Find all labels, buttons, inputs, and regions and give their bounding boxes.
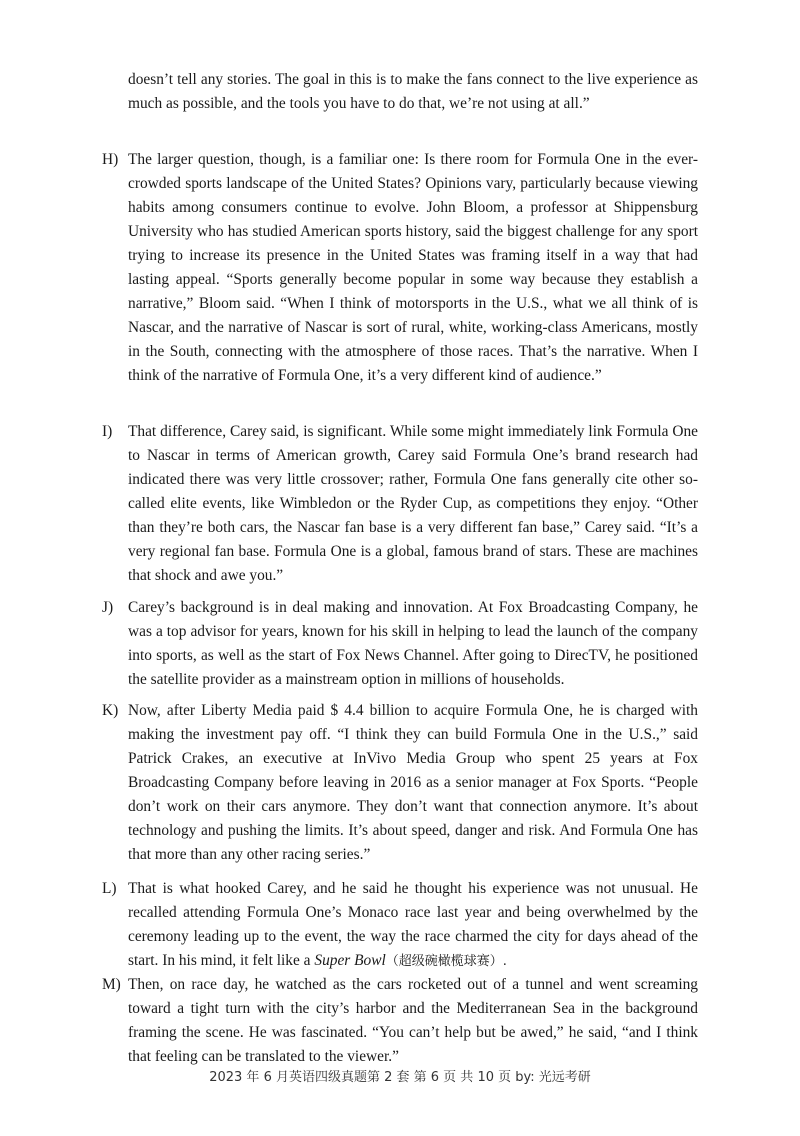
paragraph-letter: H) bbox=[102, 151, 119, 168]
paragraph-letter: K) bbox=[102, 702, 119, 719]
paragraph-text: Carey’s background is in deal making and innovation. At Fox Broadcasting Company, he was a top advisor for years, known for his skill in helping to lead the launch of the company into sports, as well as the start of Fox News Channel. After going to DirecTV, he positioned the satellite provider as a mainstream option in millions of households. bbox=[128, 599, 698, 688]
paragraph-i bbox=[102, 420, 698, 588]
paragraph-text: The larger question, though, is a familiar one: Is there room for Formula One in the ever-crowded sports landscape of the United States? Opinions vary, particularly because viewing habits among consumers continue to evolve. John Bloom, a professor at Shippensburg University who has studied American sports history, said the biggest challenge for any sport trying to increase its presence in the United States was framing itself in a way that had lasting appeal. “Sports generally become popular in some way because they establish a narrative,” Bloom said. “When I think of motorsports in the U.S., what we all think of is Nascar, and the narrative of Nascar is sort of rural, white, working-class Americans, mostly in the South, connecting with the atmosphere of those races. That’s the narrative. When I think of the narrative of Formula One, it’s a very different kind of audience.” bbox=[128, 151, 698, 384]
page-footer: 2023 年 6 月英语四级真题第 2 套 第 6 页 共 10 页 by: 光远考研 bbox=[209, 1070, 591, 1085]
paragraph-h bbox=[102, 148, 698, 388]
paragraph-j bbox=[102, 596, 698, 692]
paragraph-text-main: That is what hooked Carey, and he said he thought his experience was not unusual. He recalled attending Formula One’s Monaco race last year and being overwhelmed by the ceremony leading up to the event, the way the race charmed the city for days ahead of the start. In his mind, it felt like a bbox=[128, 880, 698, 969]
paragraph-text: Then, on race day, he watched as the cars rocketed out of a tunnel and went screaming toward a tight turn with the city’s harbor and the Mediterranean Sea in the background framing the scene. He was fascinated. “You can’t help but be awed,” he said, “and I think that feeling can be translated to the viewer.” bbox=[128, 976, 698, 1065]
paragraph-text bbox=[128, 877, 698, 974]
chinese-annotation: （超级碗橄榄球赛）. bbox=[385, 954, 507, 969]
italic-term: Super Bowl bbox=[314, 952, 386, 969]
paragraph-k bbox=[102, 699, 698, 867]
paragraph-letter: M) bbox=[102, 976, 121, 993]
paragraph-l bbox=[102, 877, 698, 974]
paragraph-m bbox=[102, 973, 698, 1069]
paragraph-letter: L) bbox=[102, 880, 117, 897]
paragraph-letter: I) bbox=[102, 423, 113, 440]
intro-paragraph: doesn’t tell any stories. The goal in this is to make the fans connect to the live experience as much as possible, and the tools you have to do that, we’re not using at all.” bbox=[128, 71, 698, 112]
paragraph-text: Now, after Liberty Media paid $ 4.4 billion to acquire Formula One, he is charged with making the investment pay off. “I think they can build Formula One in the U.S.,” said Patrick Crakes, an executive at InVivo Media Group who spent 25 years at Fox Broadcasting Company before leaving in 2016 as a senior manager at Fox Sports. “People don’t work on their cars anymore. They don’t want that connection anymore. It’s about technology and pushing the limits. It’s about speed, danger and risk. And Formula One has that more than any other racing series.” bbox=[128, 702, 698, 863]
paragraph-letter: J) bbox=[102, 599, 114, 616]
paragraph-text: That difference, Carey said, is significant. While some might immediately link Formula One to Nascar in terms of American growth, Carey said Formula One’s brand research had indicated there was very little crossover; rather, Formula One fans generally cite other so-called elite events, like Wimbledon or the Ryder Cup, as competitions they enjoy. “Other than they’re both cars, the Nascar fan base is a very different fan base,” Carey said. “It’s a very regional fan base. Formula One is a global, famous brand of stars. These are machines that shock and awe you.” bbox=[128, 423, 698, 584]
